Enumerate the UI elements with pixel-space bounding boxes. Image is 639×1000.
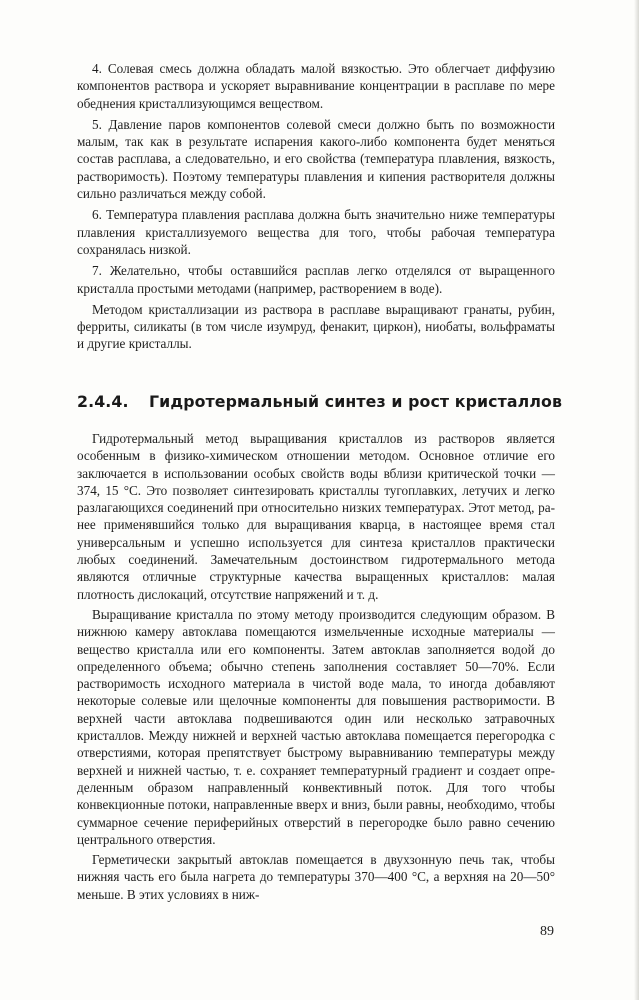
text-block-hydrothermal [77, 430, 555, 906]
page-number: 89 [540, 924, 554, 939]
paragraph-summary: Методом кристаллизации из раствора в расплаве выращивают гранаты, рубин, ферриты, силикаты (в том числе изумруд, фенакит, циркон), ниобаты, вольфраматы и другие кристаллы. [77, 301, 555, 352]
section-heading [77, 392, 563, 411]
paragraph-item-4: 4. Солевая смесь должна обладать малой вязкостью. Это облегчает диффузию компонентов раствора и ускоряет выравнивание концентрации в расплаве по мере обеднения кристаллизующимся веществом. [77, 61, 555, 111]
page-edge-shadow [634, 0, 639, 1000]
section-number: 2.4.4. [77, 392, 129, 411]
paragraph-item-5: 5. Давление паров компонентов солевой смеси должно быть по возможности малым, так как в результате испарения какого-либо компонента будет меняться состав расплава, а следовательно, и его свойства (температура плавления, вязкость, растворимость). Поэтому температуры плавления и кипения растворителя должны сильно различаться между собой. [77, 116, 555, 202]
text-block-requirements [77, 60, 555, 357]
paragraph-growth-procedure: Выращивание кристалла по этому методу производится следующим образом. В нижнюю камеру автоклава помещаются измельченные исходные материалы — вещество кристалла или его компоненты. Затем автоклав заполняется водой до определенного объема; обычно степень заполнения составляет 50—70%. Если растворимость исходного материала в чистой воде мала, то иногда добавляют некоторые солевые или щелочные компоненты для повышения растворимости. В верхней части автоклава подвешиваются один или несколько затравочных кристаллов. Между нижней и верхней частью автоклава помещается перегородка с отверстиями, которая препятствует быстрому выравниванию температуры между верхней и нижней частью, т. е. сохраняет температурный градиент и создает определенным образом направленный конвективный поток. Для того чтобы конвекционные потоки, направленные вверх и вниз, были равны, необходимо, чтобы суммарное сечение периферийных отверстий в перегородке было равно сечению центрального отверстия. [77, 606, 555, 847]
paragraph-item-7: 7. Желательно, чтобы оставшийся расплав легко отделялся от выращенного кристалла простыми методами (например, растворением в воде). [77, 263, 555, 296]
section-title: Гидротермальный синтез и рост кристаллов [149, 392, 563, 411]
paragraph-autoclave-heating: Герметически закрытый автоклав помещается в двухзонную печь так, чтобы нижняя часть его была нагрета до температуры 370—400 °С, а верхняя на 20—50° меньше. В этих условиях в ниж- [77, 852, 555, 902]
paragraph-hydrothermal-intro: Гидротермальный метод выращивания кристаллов из растворов является особенным в физико-химическом отношении методом. Основное отличие его заключается в использовании особых свойств воды вблизи критической точки —374, 15 °С. Это позволяет синтезировать кристаллы тугоплавких, летучих и легко разлагающихся соединений при относительно низких температурах. Этот метод, ранее применявшийся только для выращивания кварца, в настоящее время стал универсальным и успешно используется для синтеза кристаллов практически любых соединений. Замечательным достоинством гидротермального метода являются отличные структурные качества выращенных кристаллов: малая плотность дислокаций, отсутствие напряжений и т. д. [77, 431, 555, 602]
paragraph-item-6: 6. Температура плавления расплава должна быть значительно ниже температуры плавления кристаллизуемого вещества для того, чтобы рабочая температура сохранялась низкой. [77, 207, 555, 257]
